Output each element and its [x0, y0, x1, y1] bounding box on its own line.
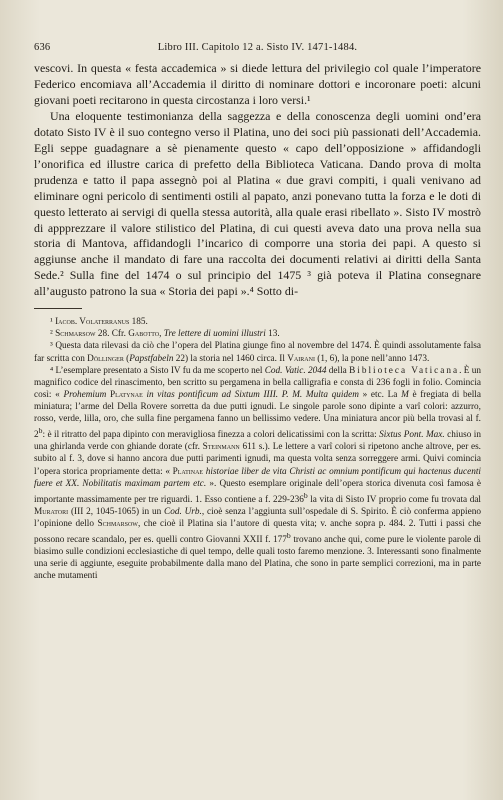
running-title: Libro III. Capitolo 12 a. Sisto IV. 1471-1484.: [157, 42, 358, 53]
footnote-3: ³ Questa data rilevasi da ciò che l’opera del Platina giunge fino al novembre del 1474. È quindi assolutamente falsa far scritta con Döllinger (Papstfabeln 22) la storia nel 1460 circa. Il Vairani (1, 6), la pone nell’anno 1473.: [34, 341, 481, 364]
footnote-separator: [34, 308, 82, 309]
footnotes: [34, 316, 481, 582]
page-number: 636: [34, 42, 51, 53]
footnote-2: ² Schmarsow 28. Cfr. Gabotto, Tre lettere di uomini illustri 13.: [50, 329, 280, 340]
footnote-1: ¹ Iacob. Volaterranus 185.: [50, 317, 148, 328]
page-header: [34, 42, 481, 53]
main-text: [34, 61, 481, 300]
paragraph: vescovi. In questa « festa accademica » si diede lettura del privilegio col quale l’imperatore Federico encomiava all’Accademia il diritto di nominare dottori e incoronare poeti: alcuni giovani poeti recitarono in questa circostanza i loro versi.¹: [34, 61, 481, 107]
footnote-4: ⁴ L’esemplare presentato a Sisto IV fu da me scoperto nel Cod. Vatic. 2044 della Biblioteca Vaticana. È un magnifico codice del rinascimento, ben scritto su pergamena in bella calligrafia e consta di 236 fogli in folio. Comincia così: « Prohemium Platynae in vitas pontificum ad Sixtum IIII. P. M. Multa quidem » etc. La M è fregiata di bella miniatura; l’arme del Della Rovere sorretta da due putti ignudi. Le singole parole sono dipinte a varî colori: azzurro, rosso, verde, lilla, oro, che sulla fine pergamena fanno un bellissimo vedere. Una miniatura ancor più bella trovasi al f. 2$^b$: è il ritratto del papa dipinto con meravigliosa finezza a colori delicatissimi con la scritta: Sixtus Pont. Max. chiuso in una ghirlanda verde con ghiande dorate (cfr. Steinmann 611 s.). Le lettere a varî colori si ripetono anche altrove, per es. subito al f. 3, dove si hanno ancora due putti parimenti ignudi, ma questa volta senza sorreggere armi. Quivi comincia l’opera storica propriamente detta: « Platinae historiae liber de vita Christi ac omnium pontificum qui hactenus ducenti fuere et XX. Nobilitatis maximam partem etc. ». Questo esemplare originale dell’opera storica divenuta così famosa è importante massimamente per tre riguardi. 1. Esso contiene a f. 229-236$^b$ la vita di Sisto IV proprio come fu trovata dal Muratori (III 2, 1045-1065) in un Cod. Urb., cioè senza l’aggiunta sull’ospedale di S. Spirito. È ciò conferma appieno l’opinione dello Schmarsow, che cioè il Platina sia l’autore di questa vita; v. anche sopra p. 484. 2. Tutti i passi che possono recare scandalo, per es. quelli contro Giovanni XXII f. 177$^b$ trovano anche qui, come pure le violente parole di biasimo sulle condizioni ecclesiastiche di quel tempo, delle quali tosto faremo menzione. 3. Interessanti sono finalmente una serie di aggiunte, eseguite probabilmente dalla mano del Platina, che sono in parte semplici correzioni, ma in parte anche mutamenti: [34, 365, 482, 582]
paragraph: Una eloquente testimonianza della saggezza e della conoscenza degli uomini ond’era dotato Sisto IV è il suo contegno verso il Platina, uno dei soci più passionati dell’Accademia. Egli seppe guadagnare a sè pienamente questo « capo dell’opposizione » affidandogli l’onorifica ed illustre carica di prefetto della Biblioteca Vaticana. Dando prova di molta prudenza e tatto il papa assegnò poi al Platina « due gravi compiti, i quali venivano ad eliminare ogni pericolo di sentimenti ostili al papato, anzi ponevano tutta la forza e le doti di questo letterato ai servigi di quella stessa autorità, alla quale erasi ribellato ». Sisto IV mostrò di appprezzare il valore stilistico del Platina, di cui questi aveva dato una prova nella sua storia di Mantova, affidandogli l’incarico di comporre una storia dei papi. A questo si aggiunse anche il mandato di fare una raccolta dei documenti relativi ai diritti della Santa Sede.² Sulla fine del 1474 o sul principio del 1475 ³ già poteva il Platina consegnare all’augusto patrono la sua « Storia dei papi ».⁴ Sotto di-: [34, 108, 481, 299]
